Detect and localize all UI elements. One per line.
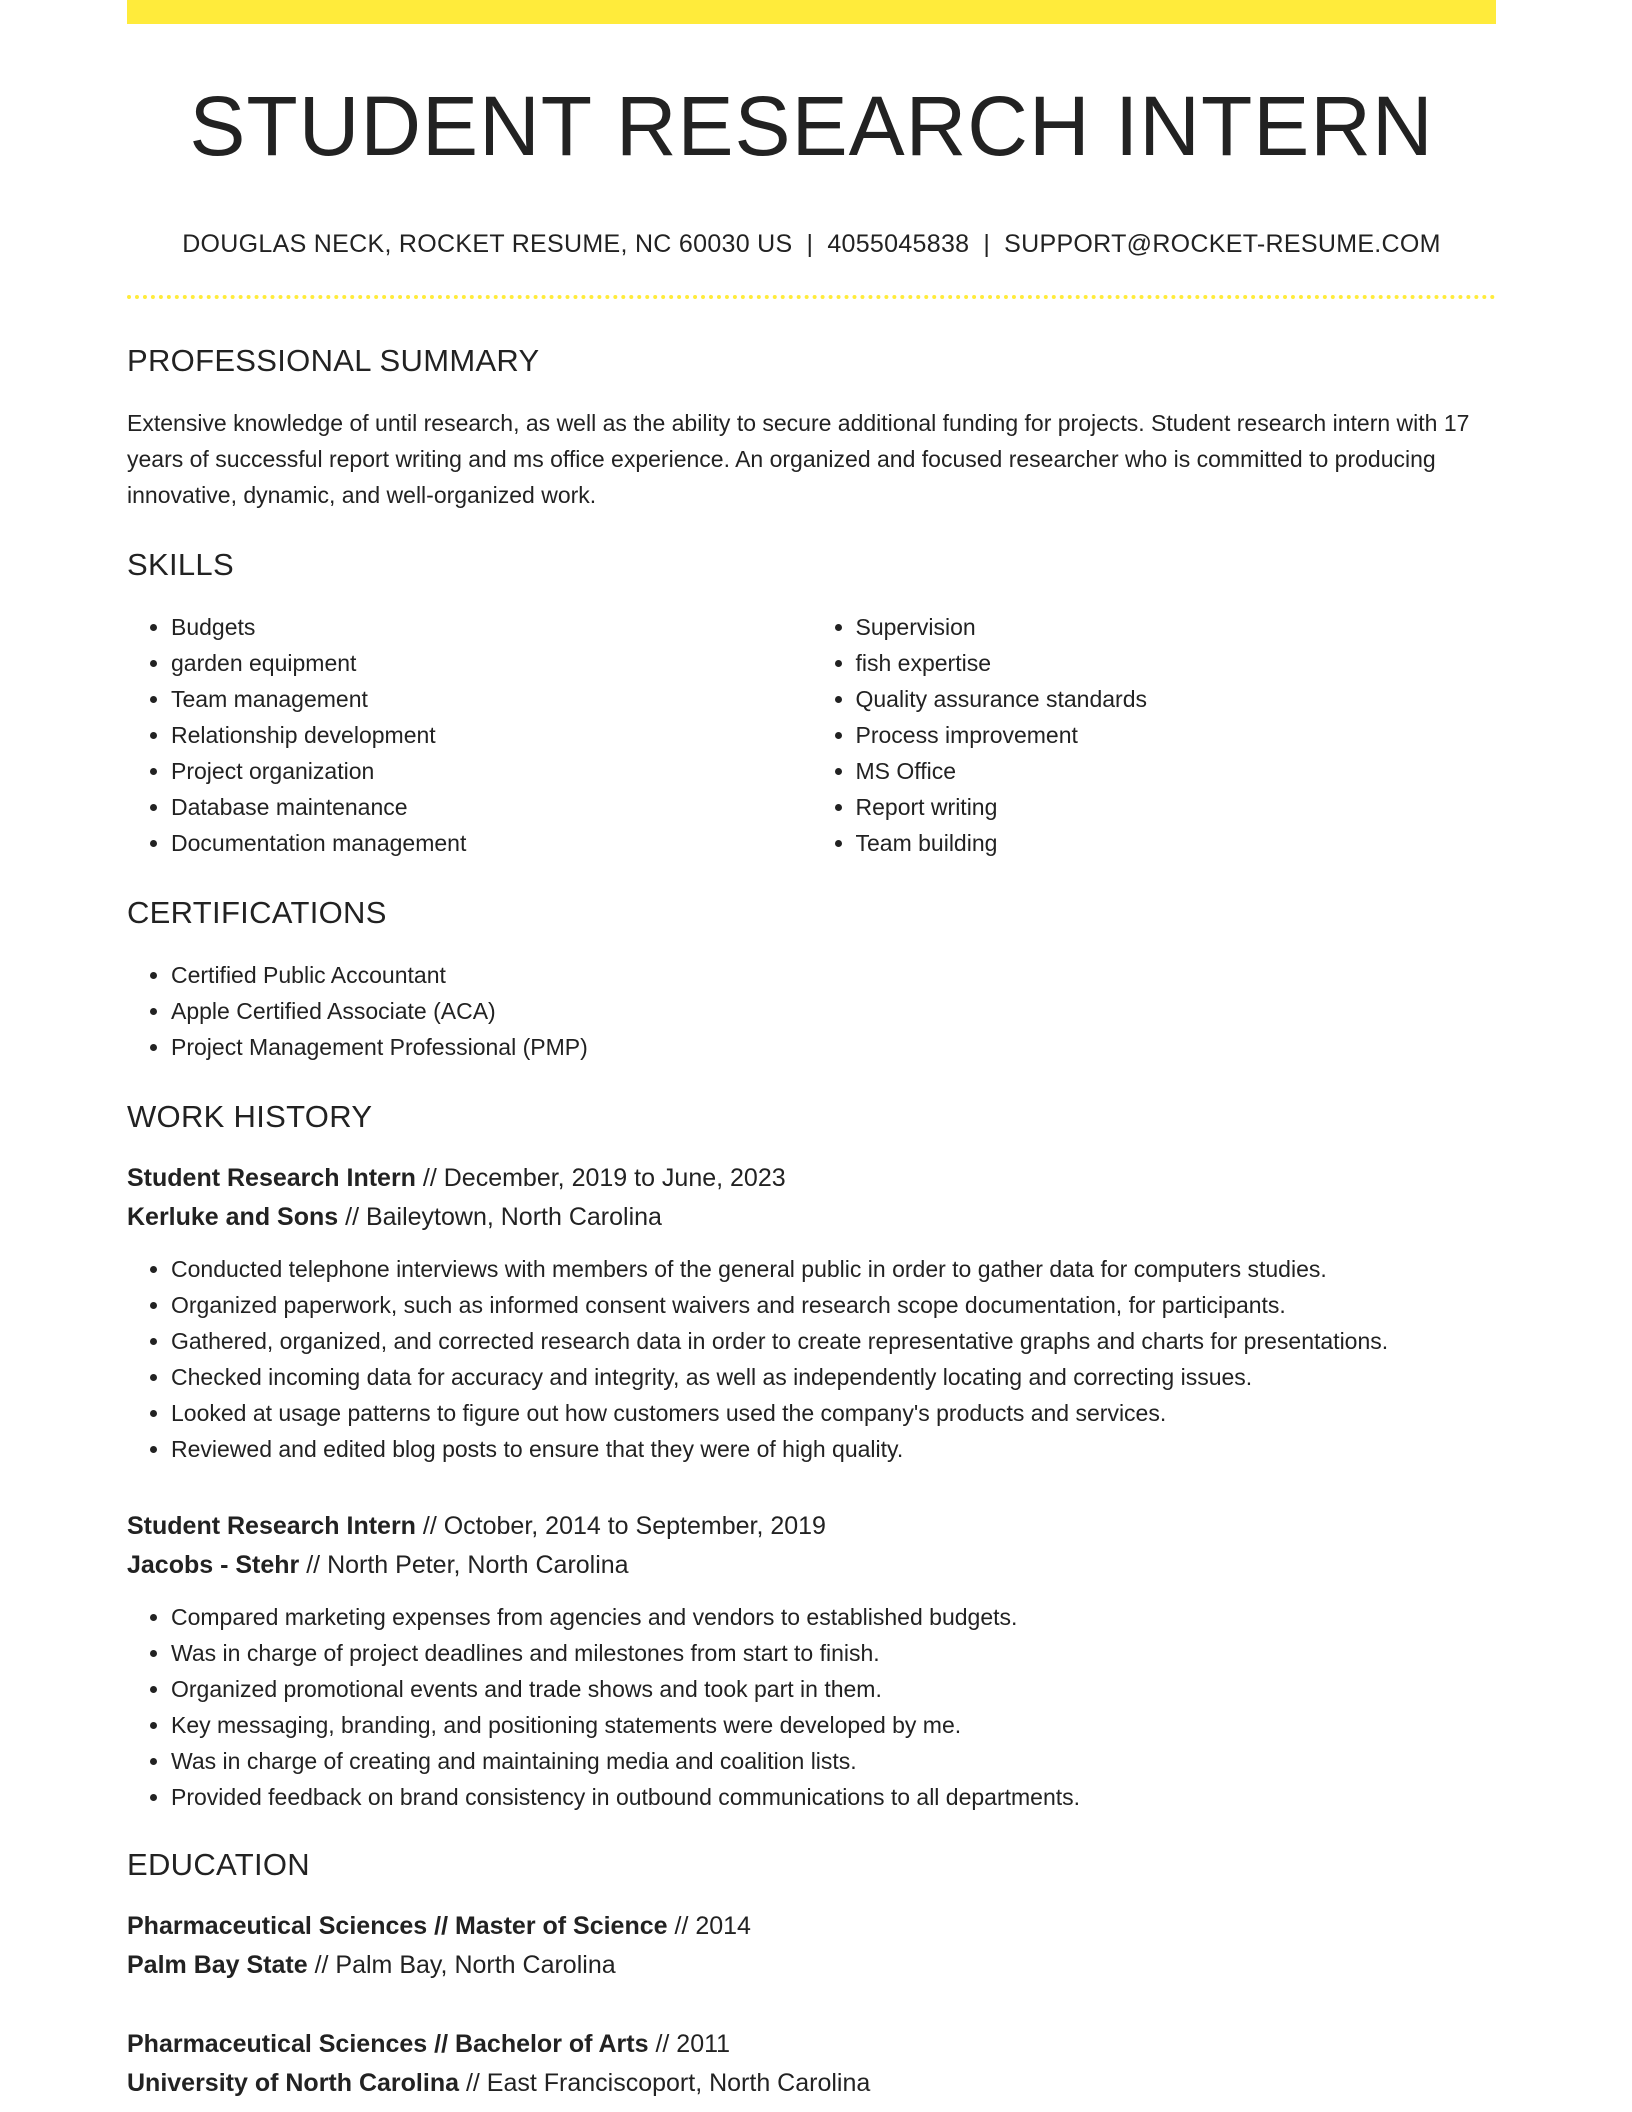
education-entry (127, 2025, 1496, 2103)
certification-item: • Project Management Professional (PMP) (171, 1029, 1496, 1065)
certifications-heading: CERTIFICATIONS (127, 895, 387, 931)
job-company-line (127, 1546, 1496, 1585)
education-school-line (127, 2064, 1496, 2103)
education-location: // East Franciscoport, North Carolina (459, 2069, 871, 2098)
skill-item: • Relationship development (171, 717, 812, 753)
job-entry (127, 1159, 1496, 1467)
education-year: // 2014 (667, 1912, 751, 1941)
contact-phone[interactable]: 4055045838 (827, 230, 970, 259)
job-dates: // December, 2019 to June, 2023 (415, 1164, 786, 1193)
skill-item: • Team building (856, 825, 1497, 861)
job-bullet: • Conducted telephone interviews with members of the general public in order to gather data for computers studies. (171, 1251, 1496, 1287)
education-school: University of North Carolina (127, 2069, 459, 2098)
education-year: // 2011 (648, 2030, 731, 2059)
education-degree: Pharmaceutical Sciences // Bachelor of Arts (127, 2030, 649, 2059)
contact-separator: | (806, 230, 814, 259)
skills-grid (127, 609, 1496, 861)
job-bullet: • Key messaging, branding, and positioning statements were developed by me. (171, 1707, 1496, 1743)
education-school: Palm Bay State (127, 1951, 308, 1980)
skill-item: • garden equipment (171, 645, 812, 681)
job-bullets (127, 1251, 1496, 1467)
skill-item: • Project organization (171, 753, 812, 789)
skill-item: • MS Office (856, 753, 1497, 789)
resume-page (127, 0, 1496, 2103)
education-heading: EDUCATION (127, 1847, 310, 1883)
job-bullet: • Gathered, organized, and corrected research data in order to create representative graphs and charts for presentations. (171, 1323, 1496, 1359)
skill-item: • fish expertise (856, 645, 1497, 681)
job-company: Jacobs - Stehr (127, 1551, 300, 1580)
education-school-line (127, 1946, 1496, 1985)
skill-item: • Report writing (856, 789, 1497, 825)
job-title: Student Research Intern (127, 1512, 416, 1541)
skill-item: • Quality assurance standards (856, 681, 1497, 717)
job-location: // North Peter, North Carolina (299, 1551, 629, 1580)
job-location: // Baileytown, North Carolina (338, 1203, 662, 1232)
certifications-list (127, 957, 1496, 1065)
top-accent-bar (127, 0, 1496, 24)
summary-heading: PROFESSIONAL SUMMARY (127, 343, 540, 379)
job-entry (127, 1507, 1496, 1815)
skill-item: • Process improvement (856, 717, 1497, 753)
skills-list-left (127, 609, 812, 861)
education-degree-line (127, 2025, 1496, 2064)
resume-title: STUDENT RESEARCH INTERN (189, 79, 1434, 173)
skill-item: • Database maintenance (171, 789, 812, 825)
contact-email[interactable]: SUPPORT@ROCKET-RESUME.COM (1004, 230, 1441, 259)
skills-column-right (812, 609, 1497, 861)
job-dates: // October, 2014 to September, 2019 (415, 1512, 826, 1541)
skills-column-left (127, 609, 812, 861)
education-degree: Pharmaceutical Sciences // Master of Science (127, 1912, 668, 1941)
skill-item: • Documentation management (171, 825, 812, 861)
skills-heading: SKILLS (127, 547, 234, 583)
education-degree-line (127, 1907, 1496, 1946)
contact-line (127, 230, 1496, 259)
job-bullets (127, 1599, 1496, 1815)
job-company: Kerluke and Sons (127, 1203, 339, 1232)
certification-item: • Apple Certified Associate (ACA) (171, 993, 1496, 1029)
education-location: // Palm Bay, North Carolina (307, 1951, 616, 1980)
skill-item: • Budgets (171, 609, 812, 645)
dotted-divider (127, 295, 1496, 299)
skill-item: • Supervision (856, 609, 1497, 645)
job-bullet: • Checked incoming data for accuracy and integrity, as well as independently locating and correcting issues. (171, 1359, 1496, 1395)
job-bullet: • Organized promotional events and trade shows and took part in them. (171, 1671, 1496, 1707)
skill-item: • Team management (171, 681, 812, 717)
work-history-heading: WORK HISTORY (127, 1099, 373, 1135)
job-title-line (127, 1159, 1496, 1198)
education-entry (127, 1907, 1496, 1985)
job-bullet: • Looked at usage patterns to figure out how customers used the company's products and services. (171, 1395, 1496, 1431)
contact-address: DOUGLAS NECK, ROCKET RESUME, NC 60030 US (182, 230, 793, 259)
job-company-line (127, 1198, 1496, 1237)
job-bullet: • Organized paperwork, such as informed consent waivers and research scope documentation, for participants. (171, 1287, 1496, 1323)
job-bullet: • Provided feedback on brand consistency in outbound communications to all departments. (171, 1779, 1496, 1815)
job-title-line (127, 1507, 1496, 1546)
skills-list-right (812, 609, 1497, 861)
job-bullet: • Reviewed and edited blog posts to ensure that they were of high quality. (171, 1431, 1496, 1467)
job-title: Student Research Intern (127, 1164, 416, 1193)
job-bullet: • Was in charge of creating and maintaining media and coalition lists. (171, 1743, 1496, 1779)
contact-separator: | (983, 230, 991, 259)
job-bullet: • Compared marketing expenses from agencies and vendors to established budgets. (171, 1599, 1496, 1635)
certification-item: • Certified Public Accountant (171, 957, 1496, 993)
summary-text: Extensive knowledge of until research, as well as the ability to secure additional funding for projects. Student research intern with 17 years of successful report writing and ms office experience. An organized and focused researcher who is committed to producing innovative, dynamic, and well-organized work. (127, 410, 1470, 509)
job-bullet: • Was in charge of project deadlines and milestones from start to finish. (171, 1635, 1496, 1671)
